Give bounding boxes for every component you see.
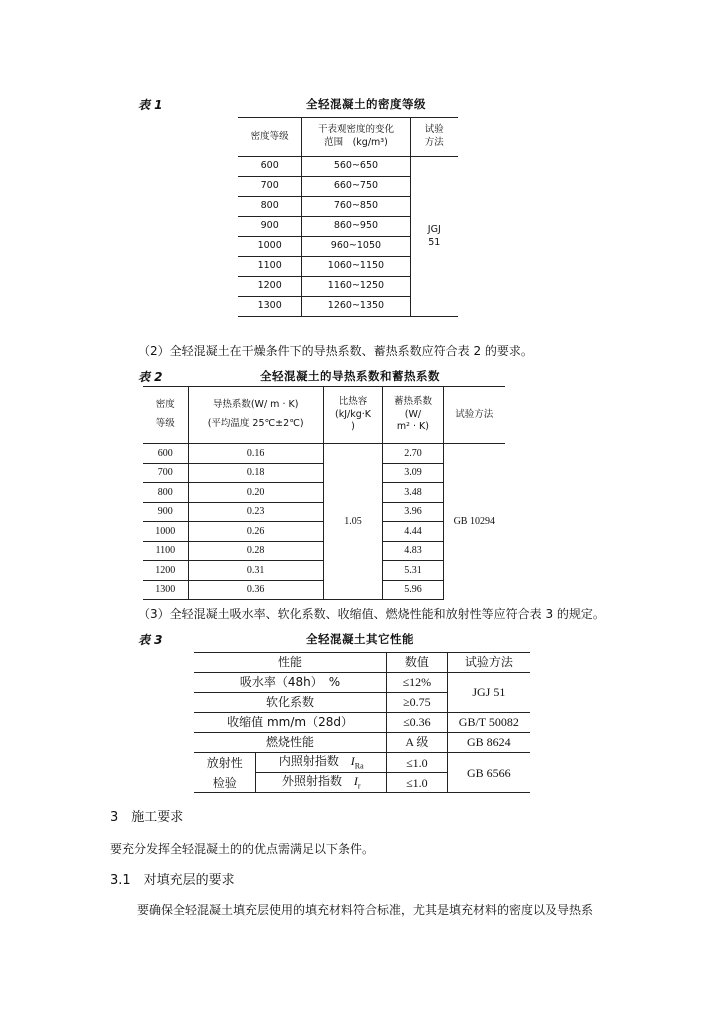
section31-text: 要确保全轻混凝土填充层使用的填充材料符合标准，尤其是填充材料的密度以及导热系 <box>137 903 594 917</box>
table-row: 700 0.18 3.09 <box>143 463 505 483</box>
table-row: 1300 1260~1350 <box>238 297 458 317</box>
section3-intro: 要充分发挥全轻混凝土的的优点需满足以下条件。 <box>110 842 375 856</box>
section31-title: 3.1 对填充层的要求 <box>110 873 235 888</box>
t3-external: 外照射指数 $I_r$ <box>256 773 387 793</box>
t2-header-storage: 蓄热系数 (W/ m² · K) <box>383 387 443 444</box>
table-row: 1300 0.36 5.96 <box>143 580 505 600</box>
t3-header-value: 数值 <box>387 653 448 673</box>
t1-header-grade: 密度等级 <box>238 118 302 157</box>
table-row: 1000 0.26 4.44 <box>143 522 505 542</box>
table-row: 外照射指数 $I_r$ ≤1.0 <box>194 773 530 793</box>
t3-header-property: 性能 <box>194 653 387 673</box>
table-row: 1100 1060~1150 <box>238 257 458 277</box>
table-row: 1200 0.31 5.31 <box>143 561 505 581</box>
t2-header-heat: 比热容 (kJ/kg·K ) <box>323 387 383 444</box>
table1 <box>238 117 458 317</box>
table-row: 1100 0.28 4.83 <box>143 541 505 561</box>
table3-title: 全轻混凝土其它性能 <box>306 632 414 646</box>
t2-header-method: 试验方法 <box>443 387 505 444</box>
table-row: 燃烧性能 A 级 GB 8624 <box>194 733 530 753</box>
t3-method-gb6566: GB 6566 <box>447 753 530 793</box>
para-3: （3）全轻混凝土吸水率、软化系数、收缩值、燃烧性能和放射性等应符合表 3 的规定。 <box>138 607 605 621</box>
section3-title: 3 施工要求 <box>110 810 184 825</box>
t3-radio-group: 放射性 检验 <box>194 753 256 793</box>
table2 <box>143 386 505 600</box>
table3-label: 表 3 <box>138 633 163 647</box>
t3-internal: 内照射指数 $I_{Ra}$ <box>256 753 387 773</box>
t2-method: GB 10294 <box>443 444 505 600</box>
t2-header-grade: 密度 等级 <box>143 387 188 444</box>
table-row: 放射性 检验 内照射指数 $I_{Ra}$ ≤1.0 GB 6566 <box>194 753 530 773</box>
table1-title: 全轻混凝土的密度等级 <box>306 97 426 111</box>
t3-method-jgj: JGJ 51 <box>447 673 530 713</box>
t1-header-range: 干表观密度的变化 范围 (kg/m³) <box>302 118 410 157</box>
table-row: 收缩值 mm/m（28d） ≤0.36 GB/T 50082 <box>194 713 530 733</box>
table2-label: 表 2 <box>138 370 163 384</box>
t2-specific-heat: 1.05 <box>323 444 383 600</box>
t1-header-method: 试验 方法 <box>410 118 458 157</box>
table-row: 吸水率（48h） % ≤12% JGJ 51 <box>194 673 530 693</box>
table-row: 600 0.16 1.05 2.70 GB 10294 <box>143 444 505 464</box>
table3 <box>194 652 530 793</box>
table-row: 900 0.23 3.96 <box>143 502 505 522</box>
table-row: 800 0.20 3.48 <box>143 483 505 503</box>
table1-label: 表 1 <box>138 98 163 112</box>
table2-title: 全轻混凝土的导热系数和蓄热系数 <box>260 369 440 383</box>
t2-header-cond: 导热系数(W/ m · K) (平均温度 25℃±2℃) <box>188 387 323 444</box>
table-row: 800 760~850 <box>238 197 458 217</box>
table-row: 1000 960~1050 <box>238 237 458 257</box>
t1-method: JGJ 51 <box>410 157 458 317</box>
table-row: 700 660~750 <box>238 177 458 197</box>
table-row: 900 860~950 <box>238 217 458 237</box>
t3-header-method: 试验方法 <box>447 653 530 673</box>
para-2: （2）全轻混凝土在干燥条件下的导热系数、蓄热系数应符合表 2 的要求。 <box>138 344 533 358</box>
table-row: 1200 1160~1250 <box>238 277 458 297</box>
table-row: 600 560~650 JGJ 51 <box>238 157 458 177</box>
table-row: 软化系数 ≥0.75 <box>194 693 530 713</box>
